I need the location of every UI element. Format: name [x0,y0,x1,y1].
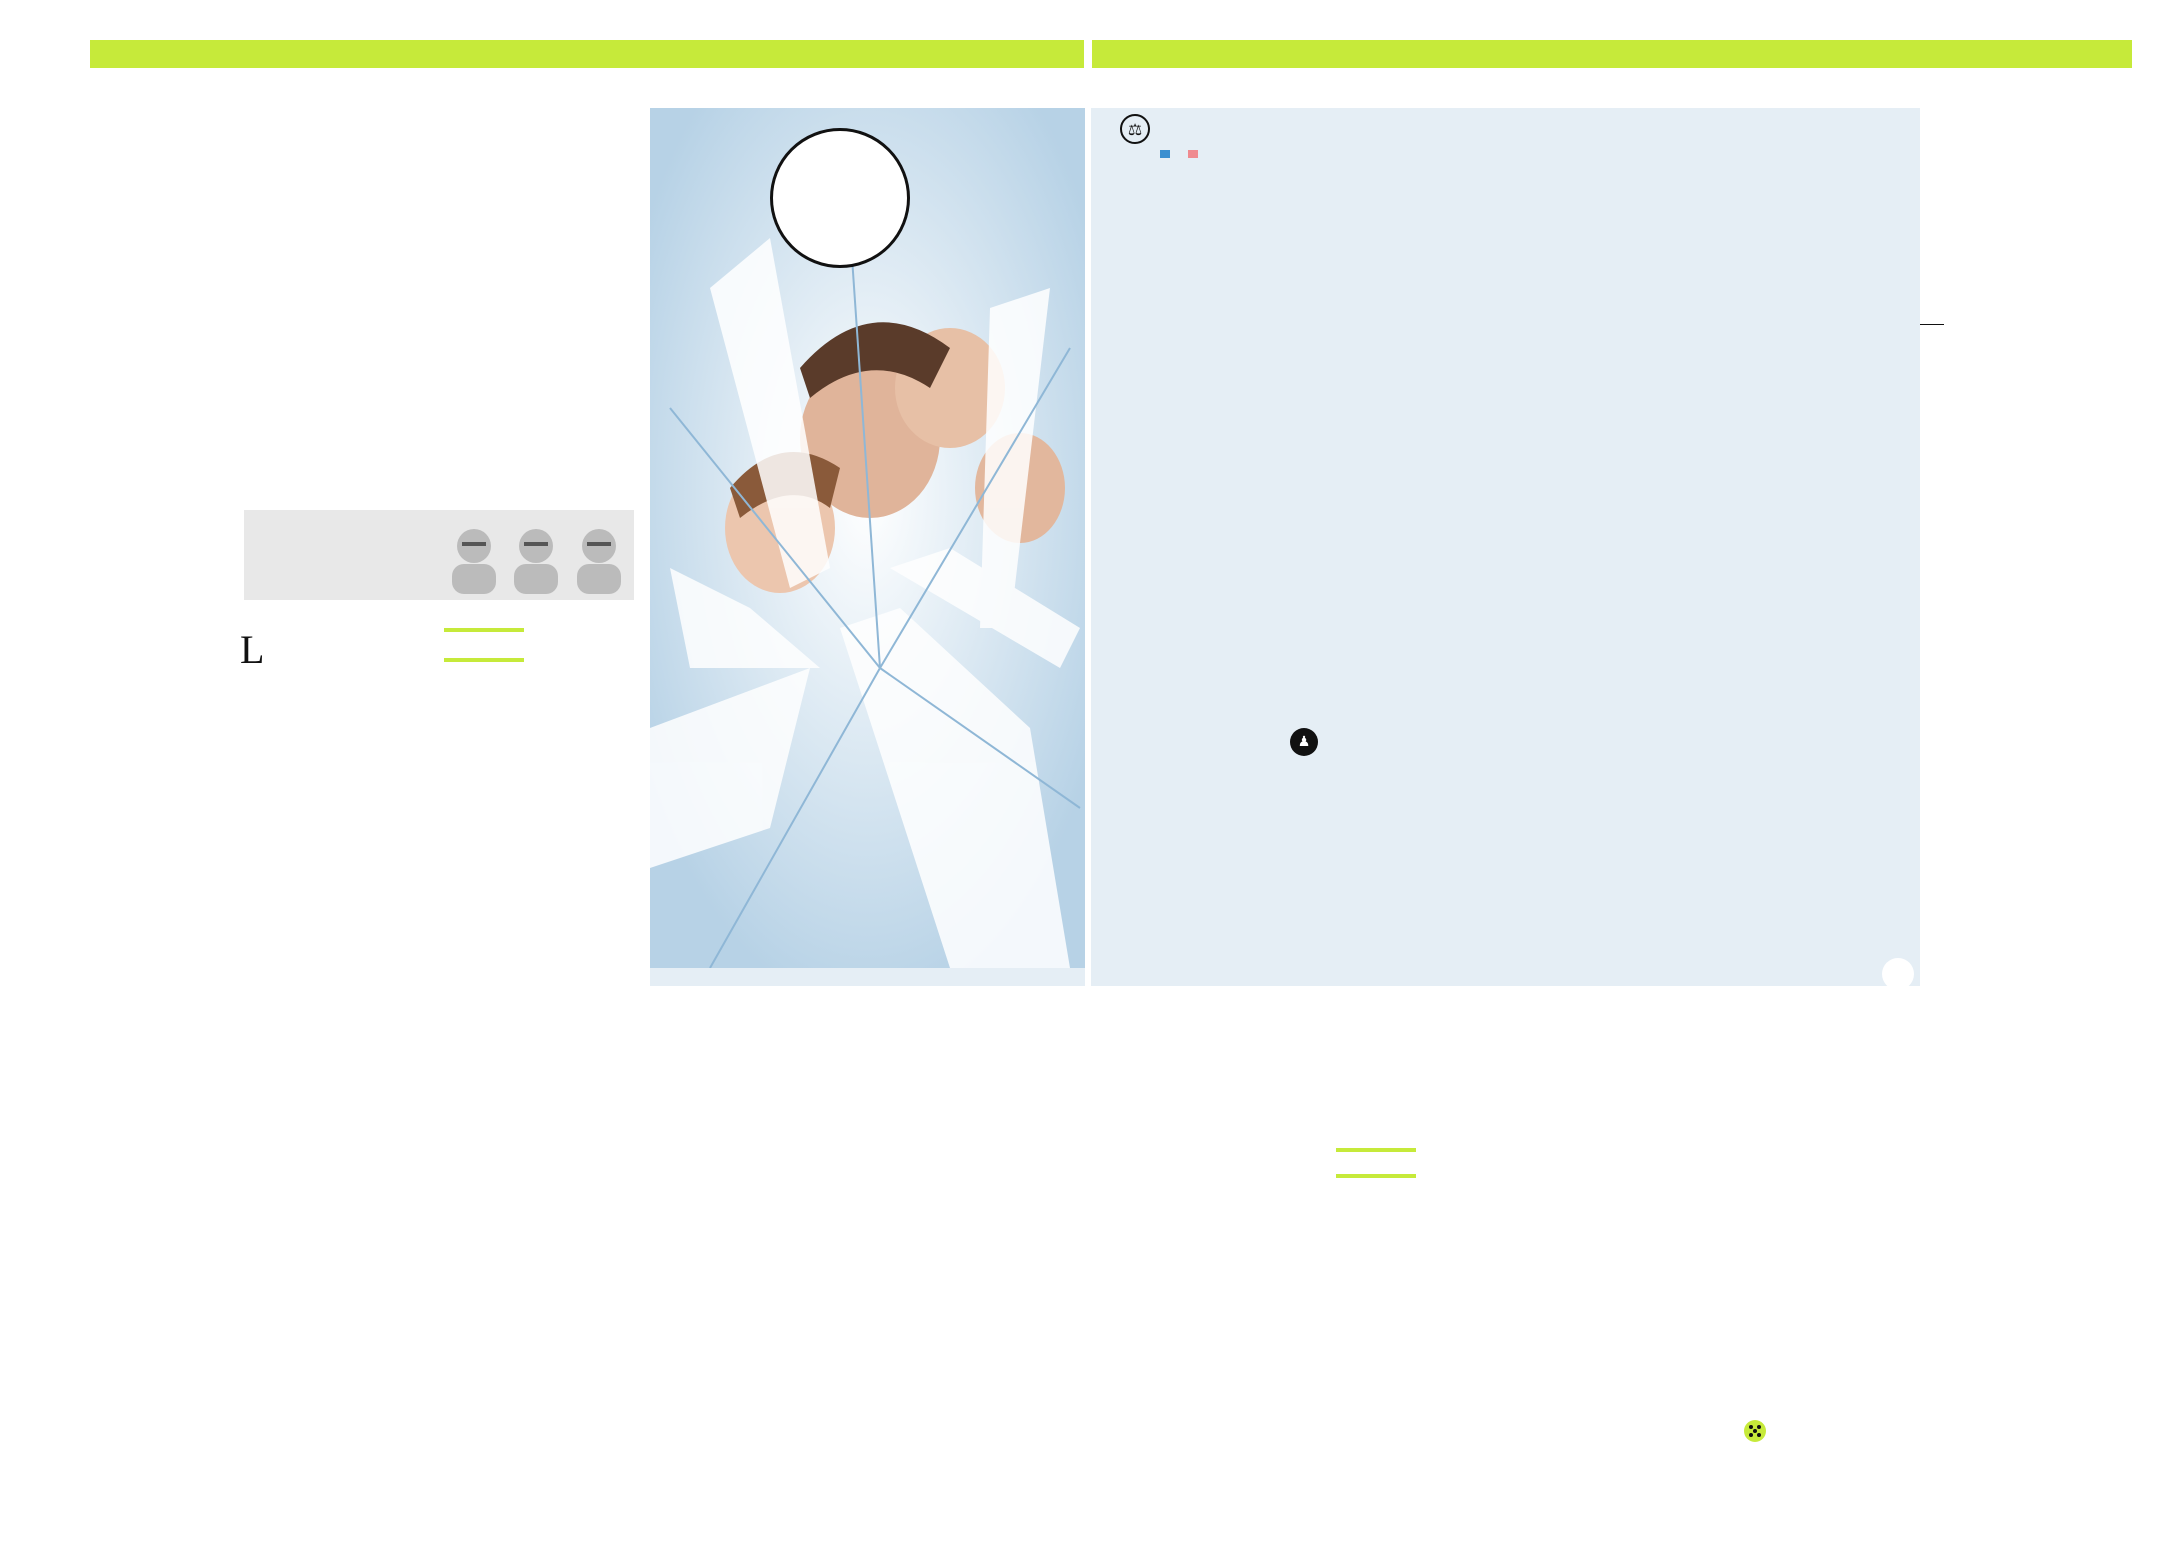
legend-keys [1156,150,1300,158]
infographic-logo [1882,958,1914,986]
body-column-5 [1132,1005,1322,1545]
left-header-bar [90,40,1084,68]
legend-male-swatch [1160,150,1170,158]
infographic [650,108,1920,986]
body-column-1 [240,627,430,1545]
body-column-2 [444,1148,634,1545]
summary-icon [1744,1420,1766,1442]
body-column-4 [852,1005,1042,1545]
left-logo [38,34,78,74]
byline-box [244,510,634,600]
right-header-bar [1092,40,2132,68]
quote-column [444,628,634,676]
legend [1120,114,1300,158]
stat2-rule [1336,1174,1416,1178]
author-photos [444,516,629,594]
drop-cap: L [240,627,265,672]
author-photo-icon [444,516,629,594]
family-icon: ♟ [1290,728,1318,756]
body-column-3 [648,1005,838,1545]
stat1-rule [1336,1148,1416,1152]
stat-block [1336,1148,1526,1184]
quote2-rule [444,658,524,662]
scale-icon: ⚖ [1120,114,1150,144]
total-2020-male [1360,400,1366,423]
legend-title [1156,114,1286,144]
quote1-rule [444,628,524,632]
body-column-6b [1336,1475,1526,1545]
body-column-6a [1336,1005,1526,1095]
intra-circles [1280,798,1900,978]
summary-box [1744,1420,1944,1452]
body-column-7 [1540,1005,1730,1545]
summary-head [1744,1420,1944,1442]
page-gutter [1085,108,1091,986]
legend-female-swatch [1188,150,1198,158]
total-2020-female [1543,400,1549,423]
intra-section [1290,728,1710,756]
